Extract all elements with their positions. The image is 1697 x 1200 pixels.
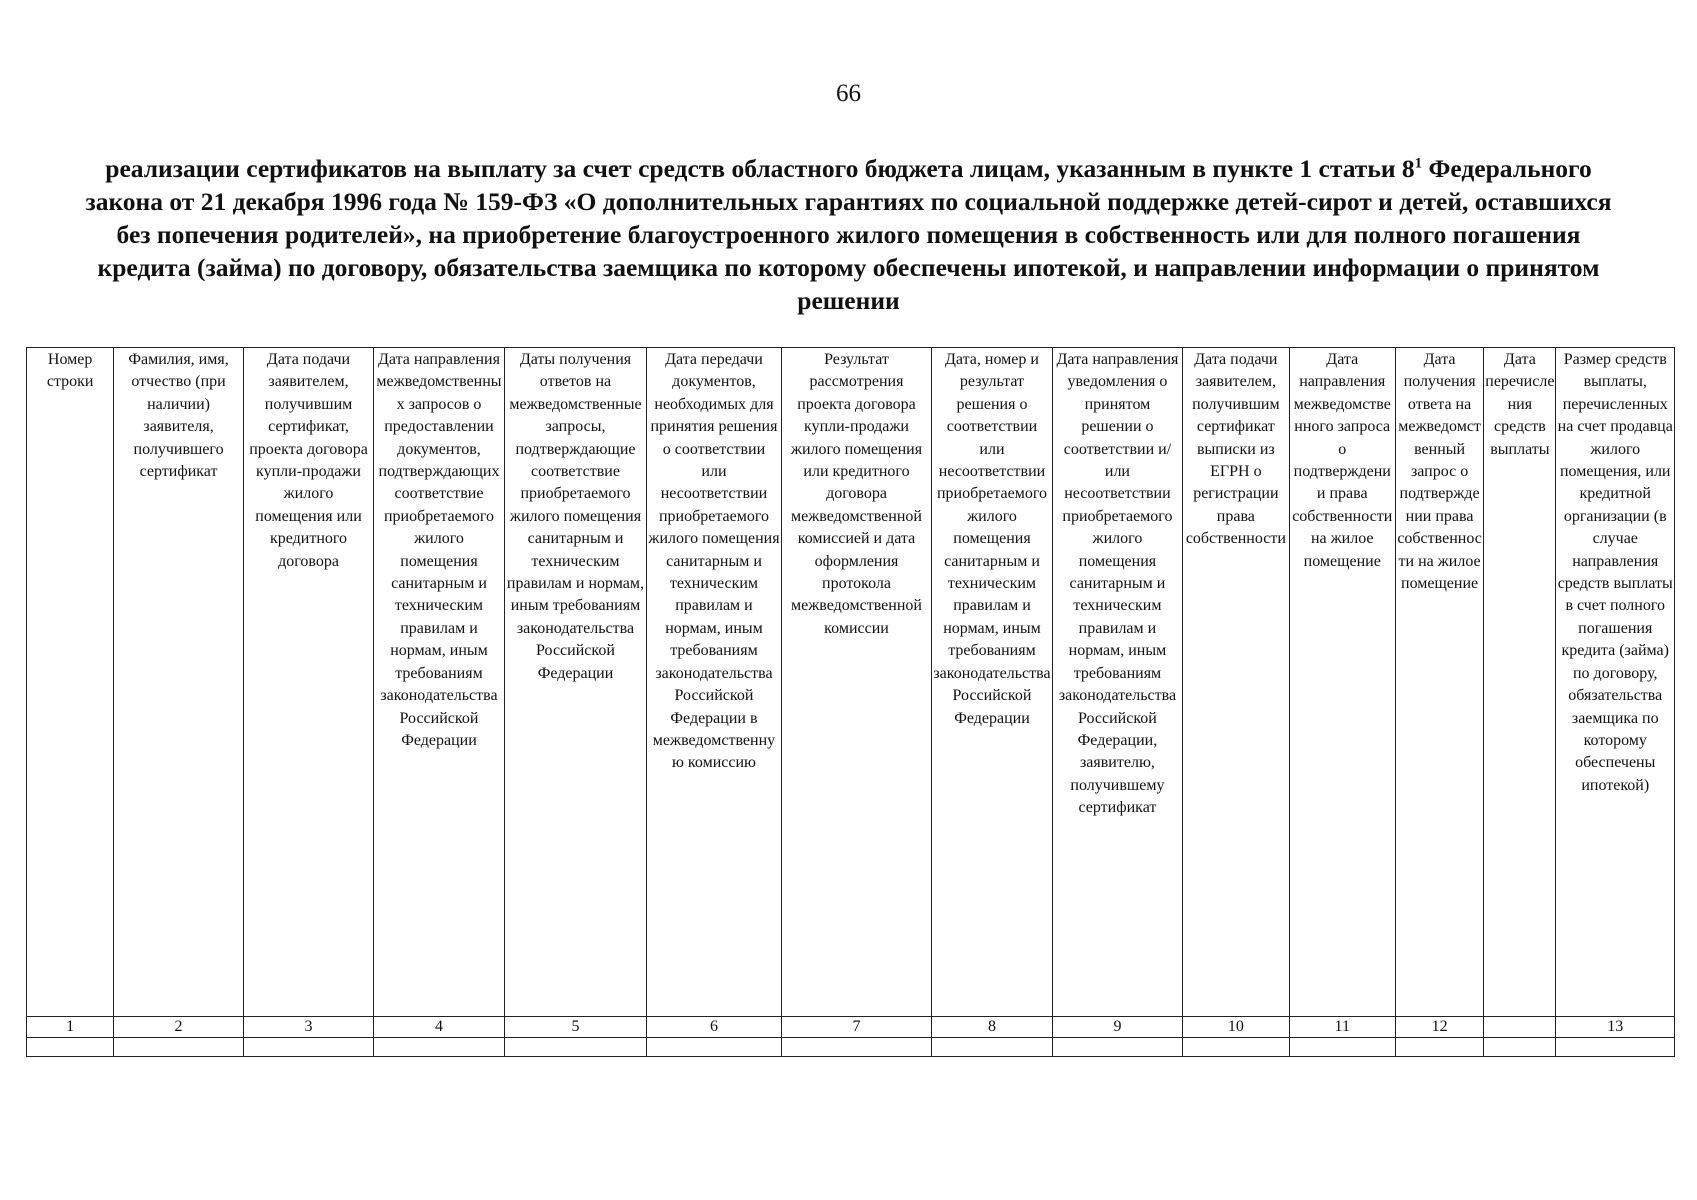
column-number: 13 (1556, 1017, 1675, 1038)
col-header-transfer-to-commission-date: Дата передачи документов, необходимых для принятия решения о соответствии или несоответствии приобретаемого жилого помещения санитарным и техническим правилам и нормам, иным требованиям законодательства Российской Федерации в межведомственную комиссию (647, 348, 781, 1017)
empty-cell (1484, 1038, 1556, 1057)
column-number: 1 (27, 1017, 114, 1038)
column-number: 10 (1183, 1017, 1289, 1038)
register-table (26, 347, 1675, 1057)
document-title (80, 152, 1617, 317)
col-header-contract-submission-date: Дата подачи заявителем, получившим сертификат, проекта договора купли-продажи жилого помещения или кредитного договора (243, 348, 373, 1017)
column-number: 2 (114, 1017, 243, 1038)
empty-cell (114, 1038, 243, 1057)
empty-cell (1183, 1038, 1289, 1057)
empty-data-row (27, 1038, 1675, 1057)
column-number: 3 (243, 1017, 373, 1038)
col-header-commission-result: Результат рассмотрения проекта договора купли-продажи жилого помещения или кредитного договора межведомственной комиссией и дата оформления протокола межведомственной комиссии (781, 348, 932, 1017)
col-header-ownership-request-date: Дата направления межведомственного запроса о подтверждении права собственности на жилое помещение (1289, 348, 1395, 1017)
header-row (27, 348, 1675, 1017)
empty-cell (243, 1038, 373, 1057)
col-header-interagency-request-date: Дата направления межведомственных запросов о предоставлении документов, подтверждающих соответствие приобретаемого жилого помещения санитарным и техническим правилам и нормам, иным требованиям законодательства Российской Федерации (374, 348, 504, 1017)
column-number: 8 (932, 1017, 1052, 1038)
column-number: 7 (781, 1017, 932, 1038)
col-header-decision: Дата, номер и результат решения о соответствии или несоответствии приобретаемого жилого помещения санитарным и техническим правилам и нормам, иным требованиям законодательства Российской Федерации (932, 348, 1052, 1017)
column-number: 5 (504, 1017, 647, 1038)
empty-cell (374, 1038, 504, 1057)
empty-cell (504, 1038, 647, 1057)
empty-cell (1556, 1038, 1675, 1057)
empty-cell (932, 1038, 1052, 1057)
col-header-ownership-response-date: Дата получения ответа на межведомственный запрос о подтверждении права собственности на жилое помещение (1395, 348, 1483, 1017)
col-header-payment-amount: Размер средств выплаты, перечисленных на счет продавца жилого помещения, или кредитной организации (в случае направления средств выплаты в счет полного погашения кредита (займа) по договору, обязательства заемщика по которому обеспечены ипотекой) (1556, 348, 1675, 1017)
col-header-responses-date: Даты получения ответов на межведомственные запросы, подтверждающие соответствие приобретаемого жилого помещения санитарным и техническим правилам и нормам, иным требованиям законодательства Российской Федерации (504, 348, 647, 1017)
column-number: 9 (1052, 1017, 1182, 1038)
column-number (1484, 1017, 1556, 1038)
empty-cell (1289, 1038, 1395, 1057)
empty-cell (1395, 1038, 1483, 1057)
title-text-main: реализации сертификатов на выплату за счет средств областного бюджета лицам, указанным в пункте 1 статьи 8 (105, 154, 1415, 183)
col-header-payment-transfer-date: Дата перечисления средств выплаты (1484, 348, 1556, 1017)
empty-cell (27, 1038, 114, 1057)
title-superscript: 1 (1414, 155, 1423, 172)
column-number: 6 (647, 1017, 781, 1038)
column-number: 4 (374, 1017, 504, 1038)
column-number: 11 (1289, 1017, 1395, 1038)
column-number: 12 (1395, 1017, 1483, 1038)
title-text-rest: Федерального закона от 21 декабря 1996 года № 159-ФЗ «О дополнительных гарантиях по социальной поддержке детей-сирот и детей, оставшихся без попечения родителей», на приобретение благоустроенного жилого помещения в собственность или для полного погашения кредита (займа) по договору, обязательства заемщика по которому обеспечены ипотекой, и направлении информации о принятом решении (85, 154, 1612, 315)
col-header-full-name: Фамилия, имя, отчество (при наличии) заявителя, получившего сертификат (114, 348, 243, 1017)
empty-cell (781, 1038, 932, 1057)
empty-cell (647, 1038, 781, 1057)
page-number: 66 (836, 80, 861, 107)
col-header-notification-date: Дата направления уведомления о принятом решении о соответствии и/или несоответствии приобретаемого жилого помещения санитарным и техническим правилам и нормам, иным требованиям законодательства Российской Федерации, заявителю, получившему сертификат (1052, 348, 1182, 1017)
col-header-row-number: Номер строки (27, 348, 114, 1017)
col-header-egrn-extract-date: Дата подачи заявителем, получившим сертификат выписки из ЕГРН о регистрации права собственности (1183, 348, 1289, 1017)
empty-cell (1052, 1038, 1182, 1057)
column-number-row (27, 1017, 1675, 1038)
